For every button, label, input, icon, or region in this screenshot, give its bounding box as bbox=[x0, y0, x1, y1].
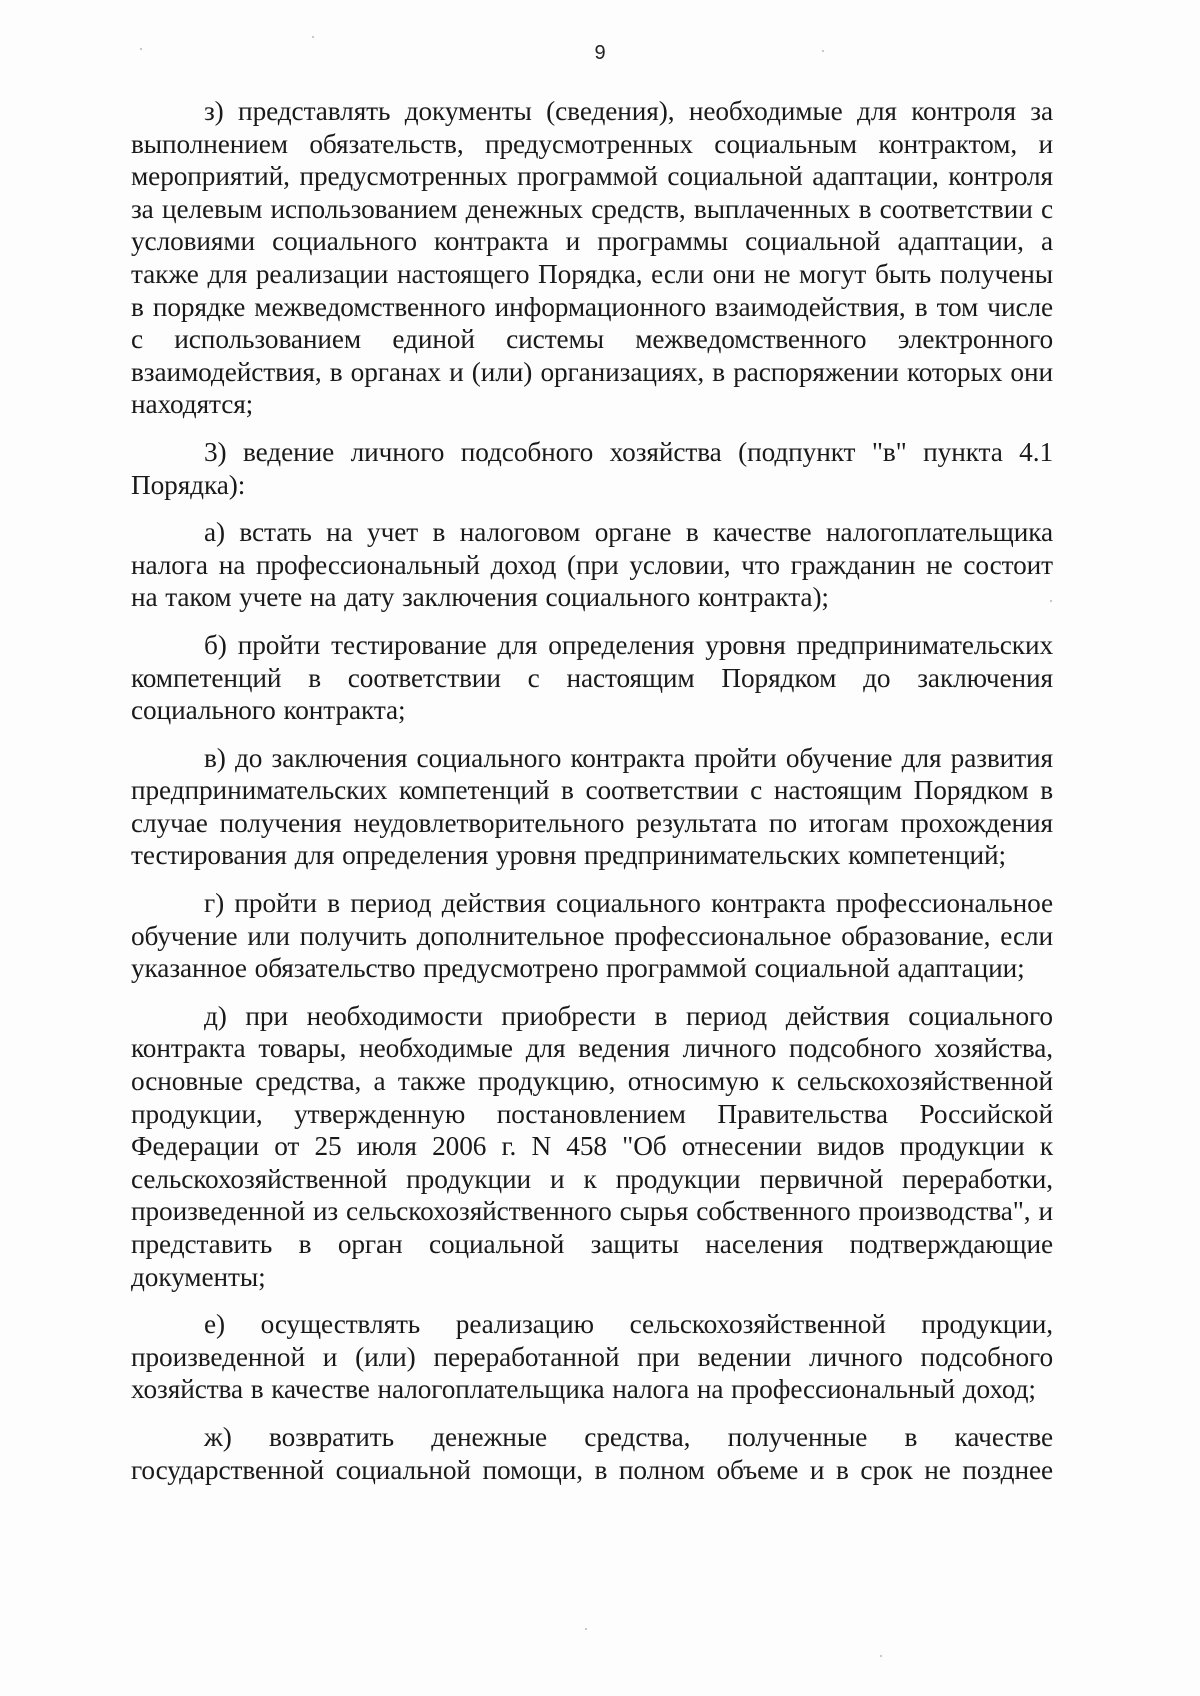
paragraph-v: в) до заключения социального контракта пройти обучение для развития предпринимательских компетенций в соответствии с настоящим Порядком в случае получения неудовлетворительного результата по итогам прохождения тестирования для определения уровня предпринимательских компетенций; bbox=[131, 742, 1053, 871]
paragraph-g: г) пройти в период действия социального контракта профессиональное обучение или получить дополнительное профессиональное образование, если указанное обязательство предусмотрено программой социальной адаптации; bbox=[131, 888, 1053, 984]
paragraph-d: д) при необходимости приобрести в период действия социального контракта товары, необходимые для ведения личного подсобного хозяйства, основные средства, а также продукцию, относимую к сельскохозяйственной продукции, утвержденную постановлением Правительства Российской Федерации от 25 июля 2006 г. N 458 "Об отнесении видов продукции к сельскохозяйственной продукции и к продукции первичной переработки, произведенной из сельскохозяйственного сырья собственного производства", и представить в орган социальной защиты населения подтверждающие документы; bbox=[131, 1000, 1053, 1292]
scan-speck bbox=[312, 36, 314, 38]
page-number: 9 bbox=[594, 42, 606, 64]
scan-speck bbox=[585, 1628, 587, 1630]
paragraph-zh: ж) возвратить денежные средства, полученные в качестве государственной социальной помощи, в полном объеме и в срок не позднее bbox=[131, 1421, 1053, 1485]
scan-speck bbox=[880, 1655, 882, 1657]
paragraph-z: з) представлять документы (сведения), необходимые для контроля за выполнением обязательств, предусмотренных социальным контрактом, и мероприятий, предусмотренных программой социальной адаптации, контроля за целевым использованием денежных средств, выплаченных в соответствии с условиями социального контракта и программы социальной адаптации, а также для реализации настоящего Порядка, если они не могут быть получены в порядке межведомственного информационного взаимодействия, в том числе с использованием единой системы межведомственного электронного взаимодействия, в органах и (или) организациях, в распоряжении которых они находятся; bbox=[131, 96, 1053, 420]
paragraph-b: б) пройти тестирование для определения уровня предпринимательских компетенций в соответствии с настоящим Порядком до заключения социального контракта; bbox=[131, 629, 1053, 726]
document-body bbox=[131, 95, 1053, 1501]
paragraph-3-personal-farm: 3) ведение личного подсобного хозяйства (подпункт "в" пункта 4.1 Порядка): bbox=[131, 436, 1053, 500]
paragraph-e: е) осуществлять реализацию сельскохозяйственной продукции, произведенной и (или) переработанной при ведении личного подсобного хозяйства в качестве налогоплательщика налога на профессиональный доход; bbox=[131, 1309, 1053, 1405]
paragraph-a: а) встать на учет в налоговом органе в качестве налогоплательщика налога на профессиональный доход (при условии, что гражданин не состоит на таком учете на дату заключения социального контракта); bbox=[131, 517, 1053, 613]
